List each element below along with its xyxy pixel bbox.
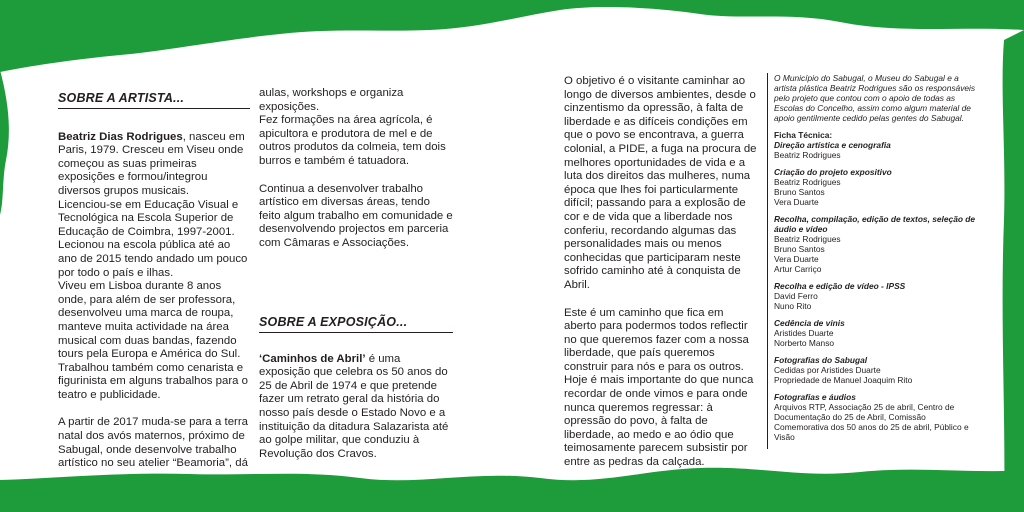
artist-para-2: Licenciou-se em Educação Visual e Tecnológica na Escola Superior de Educação de Coimbra, 1997-2001. Lecionou na escola pública até ao ano de 2015 tendo andado um pouco por todo o país e ilhas.: [58, 198, 248, 279]
artist-para-3: Viveu em Lisboa durante 8 anos onde, para além de ser professora, desenvolveu uma marca de roupa, manteve muita actividade na área musical com duas bandas, fazendo tours pela Europa e América do Sul. Trabalhou também como cenarista e figurinista em alguns trabalhos para o teatro e publicidade.: [58, 280, 248, 401]
credits-role: Cedência de vinis: [774, 318, 845, 328]
credits-name: Cedidas por Aristides Duarte: [774, 365, 881, 375]
bottom-green-band: [0, 468, 1024, 512]
credits-section: [774, 355, 982, 385]
exhibition-heading: SOBRE A EXPOSIÇÃO...: [259, 316, 453, 333]
credits-name: David Ferro: [774, 291, 818, 301]
exhibition-para-3: Este é um caminho que fica em aberto para podermos todos reflectir no que queremos fazer com a nossa liberdade, que país queremos construir para nós e para os outros. Hoje é mais importante do que nunca recordar de onde vimos e para onde nunca queremos regressar: à opressão do povo, à falta de liberdade, ao medo e ao ódio que teimosamente parecem subsistir por entre as pedras da calçada.: [564, 306, 754, 469]
top-green-band: [0, 0, 1024, 72]
credits-section: [774, 318, 982, 348]
artist-intro: [58, 131, 250, 199]
credits-role: Direção artística e cenografia: [774, 140, 891, 150]
credits-name: Beatriz Rodrigues: [774, 177, 841, 187]
artist-continuation: [259, 87, 453, 251]
credits-section: [774, 392, 982, 442]
credits-name: Beatriz Rodrigues: [774, 150, 841, 160]
credits-role: Criação do projeto expositivo: [774, 167, 892, 177]
credits-name: Bruno Santos: [774, 244, 825, 254]
exhibition-intro: [259, 353, 453, 462]
credits-role: Fotografias e áudios: [774, 392, 856, 402]
credits-name: Arquivos RTP, Associação 25 de abril, Centro de Documentação do 25 de Abril, Comissão Comemorativa dos 50 anos do 25 de abril, Público e Visão: [774, 402, 969, 442]
credits-section: [774, 281, 982, 311]
credits-name: Propriedade de Manuel Joaquim Rito: [774, 375, 913, 385]
exhibition-intro-text: é uma exposição que celebra os 50 anos do 25 de Abril de 1974 e que pretende fazer um retrato geral da história do nosso país desde o Estado Novo e a instituição da ditadura Salazarista até ao golpe militar, que conduziu à Revolução dos Cravos.: [259, 352, 449, 460]
credits-name: Vera Duarte: [774, 254, 819, 264]
credits-role: Fotografias do Sabugal: [774, 355, 868, 365]
credits-name: Vera Duarte: [774, 197, 819, 207]
right-green-edge: [1003, 30, 1024, 512]
exhibition-para-2: O objetivo é o visitante caminhar ao longo de diversos ambientes, desde o cinzentismo da opressão, à falta de liberdade e as difíceis condições em que o povo se encontrava, a guerra colonial, a PIDE, a fuga na procura de melhores oportunidades de vida e a luta dos direitos das mulheres, numa época que lhes foi particularmente difícil; passando para a explosão de cor e de vida que a liberdade nos conferiu, recordando algumas das personalidades mais ou menos conhecidas que participaram neste sofrido caminho até à conquista de Abril.: [564, 75, 757, 291]
artist-name: Beatriz Dias Rodrigues: [58, 130, 183, 143]
exhibition-column: [259, 316, 453, 461]
credits-name: Norberto Manso: [774, 338, 835, 348]
exhibition-title: ‘Caminhos de Abril’: [259, 352, 366, 365]
left-green-strip: [0, 70, 9, 215]
exhibition-continuation: [564, 75, 758, 470]
credits-name: Bruno Santos: [774, 187, 825, 197]
artist-cont-2: Fez formações na área agrícola, é apicultora e produtora de mel e de outros produtos da colmeia, tem dois burros e também é tatuadora.: [259, 114, 446, 167]
artist-heading: SOBRE A ARTISTA...: [58, 92, 250, 109]
credits-title: Ficha Técnica:: [774, 130, 833, 140]
artist-cont-3: Continua a desenvolver trabalho artístico em diversas áreas, tendo feito algum trabalho em comunidade e desenvolvendo projectos em parceria com Câmaras e Associações.: [259, 182, 453, 249]
credits-panel: [767, 73, 982, 449]
artist-column: [58, 92, 250, 471]
credits-role: Recolha, compilação, edição de textos, seleção de áudio e vídeo: [774, 214, 976, 234]
artist-cont-1: aulas, workshops e organiza exposições.: [259, 87, 404, 113]
credits-role: Recolha e edição de vídeo - IPSS: [774, 281, 906, 291]
artist-para-4: A partir de 2017 muda-se para a terra natal dos avós maternos, próximo de Sabugal, onde desenvolve trabalho artístico no seu atelier “Beamoria”, dá: [58, 416, 248, 470]
credits-section: [774, 214, 982, 274]
credits-name: Beatriz Rodrigues: [774, 234, 841, 244]
credits-name: Aristides Duarte: [774, 328, 834, 338]
credits-section: [774, 140, 982, 160]
credits-name: Nuno Rito: [774, 301, 812, 311]
credits-section: [774, 167, 982, 207]
credits-intro: O Município do Sabugal, o Museu do Sabugal e a artista plástica Beatriz Rodrigues são os responsáveis pelo projeto que contou com o apoio de todas as Escolas do Concelho, assim como algum material de apoio gentilmente cedido pelas gentes do Sabugal.: [774, 73, 976, 123]
artist-intro-text: , nasceu em Paris, 1979. Cresceu em Viseu onde começou as suas primeiras exposições e formou/integrou diversos grupos musicais.: [58, 130, 245, 197]
credits-name: Artur Carriço: [774, 264, 822, 274]
